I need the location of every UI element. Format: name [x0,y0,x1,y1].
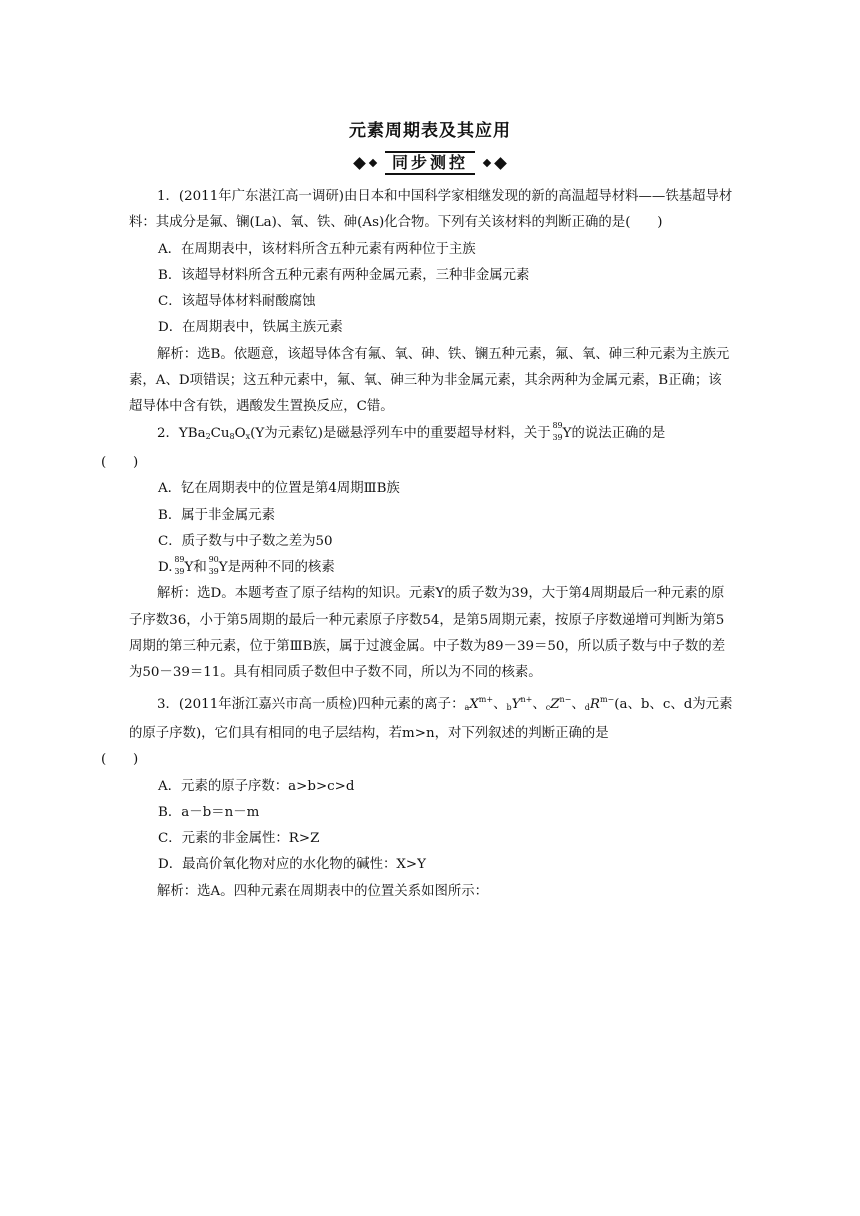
diamond-icon [353,157,366,170]
separator: 、 [532,696,546,712]
answer-paren: ( ) [101,752,139,768]
nuclide-notation [551,420,563,442]
q3-option-d: D．最高价氧化物对应的水化物的碱性：X>Y [158,857,426,873]
atomic-number: 39 [552,432,563,442]
subscript: b [506,702,512,712]
q2-stem-text: (Y为元素钇)是磁悬浮列车中的重要超导材料，关于 [250,425,551,441]
ion-symbol: Z [550,696,560,712]
q3-stem-text: 3．(2011年浙江嘉兴市高一质检)四种元素的离子： [157,696,465,712]
q2-option-a: A．钇在周期表中的位置是第4周期ⅢB族 [158,481,400,497]
ion-charge: n+ [520,694,533,704]
q2-stem-text: Cu [210,425,230,441]
mass-number: 89 [552,420,563,430]
answer-paren: ( ) [101,454,139,470]
q2-analysis: 解析：选D。本题考查了原子结构的知识。元素Y的质子数为39，大于第4周期最后一种元素的原子序数36，小于第5周期的最后一种元素原子序数54，是第5周期元素，按原子序数递增可判断为第5周期的第三种元素，位于第ⅢB族，属于过渡金属。中子数为89－39＝50，所以质子数与中子数的差为50－39＝11。具有相同质子数但中子数不同，所以为不同的核素。 [129,586,726,681]
subscript: 2 [205,431,211,441]
q3-option-b: B．a－b＝n－m [158,804,260,820]
atomic-number: 39 [174,567,185,577]
banner-label: 同步测控 [385,151,475,175]
page-title: 元素周期表及其应用 [349,121,511,141]
document-body [101,184,735,905]
subscript: x [245,431,251,441]
q1-analysis: 解析：选B。依题意，该超导体含有氟、氧、砷、铁、镧五种元素，氟、氧、砷三种元素为主族元素，A、D项错误；这五种元素中，氟、氧、砷三种为非金属元素，其余两种为金属元素，B正确；该超导体中含有铁，遇酸发生置换反应，C错。 [129,346,730,415]
question-1-stem: 1．(2011年广东湛江高一调研)由日本和中国科学家相继发现的新的高温超导材料——铁基超导材料：其成分是氟、镧(La)、氧、铁、砷(As)化合物。下列有关该材料的判断正确的是( ) [129,189,733,231]
option-text: 是两种不同的核素 [227,560,335,576]
q2-stem-text: 的说法正确的是 [571,425,666,441]
q3-analysis: 解析：选A。四种元素在周期表中的位置关系如图所示： [157,883,489,899]
q3-stem-text: (a、b、c、d为元素的原子序数)，它们具有相同的电子层结构，若m>n，对下列叙述的判断正确的是 [129,696,733,741]
option-letter: D. [158,560,173,576]
option-text: 和 [193,560,207,576]
nuclide-notation [207,555,219,577]
element-symbol: Y [218,560,228,576]
q3-option-c: C．元素的非金属性：R>Z [158,831,320,847]
mass-number: 89 [174,555,185,565]
subscript: d [584,702,590,712]
diamond-icon [483,159,491,167]
q2-option-d [129,555,735,581]
subscript: c [545,702,551,712]
mass-number: 90 [208,555,219,565]
q1-option-a: A．在周期表中，该材料所含五种元素有两种位于主族 [158,241,476,257]
separator: 、 [571,696,585,712]
q2-stem-text: 2．YBa [157,425,206,441]
nuclide-notation [173,555,185,577]
ion-charge: n− [559,694,572,704]
diamond-icon [494,157,507,170]
q1-option-c: C．该超导体材料耐酸腐蚀 [158,294,316,310]
ion-symbol: Y [511,696,521,712]
ion-symbol: R [589,696,600,712]
ion-symbol: X [469,696,479,712]
subscript: 8 [229,431,235,441]
q2-stem-text: O [234,425,246,441]
q2-option-b: B．属于非金属元素 [158,507,275,523]
section-banner [0,151,860,175]
q1-option-d: D．在周期表中，铁属主族元素 [158,320,343,336]
atomic-number: 39 [208,567,219,577]
q1-option-b: B．该超导材料所含五种元素有两种金属元素，三种非金属元素 [158,267,530,283]
q3-option-a: A．元素的原子序数：a>b>c>d [158,778,355,794]
separator: 、 [493,696,507,712]
question-2-stem [101,420,735,477]
ion-charge: m+ [478,694,494,704]
element-symbol: Y [184,560,194,576]
element-symbol: Y [562,425,572,441]
ion-charge: m− [599,694,615,704]
q2-option-c: C．质子数与中子数之差为50 [158,533,333,549]
subscript: a [464,702,470,712]
diamond-icon [369,159,377,167]
question-3-stem [101,687,735,774]
